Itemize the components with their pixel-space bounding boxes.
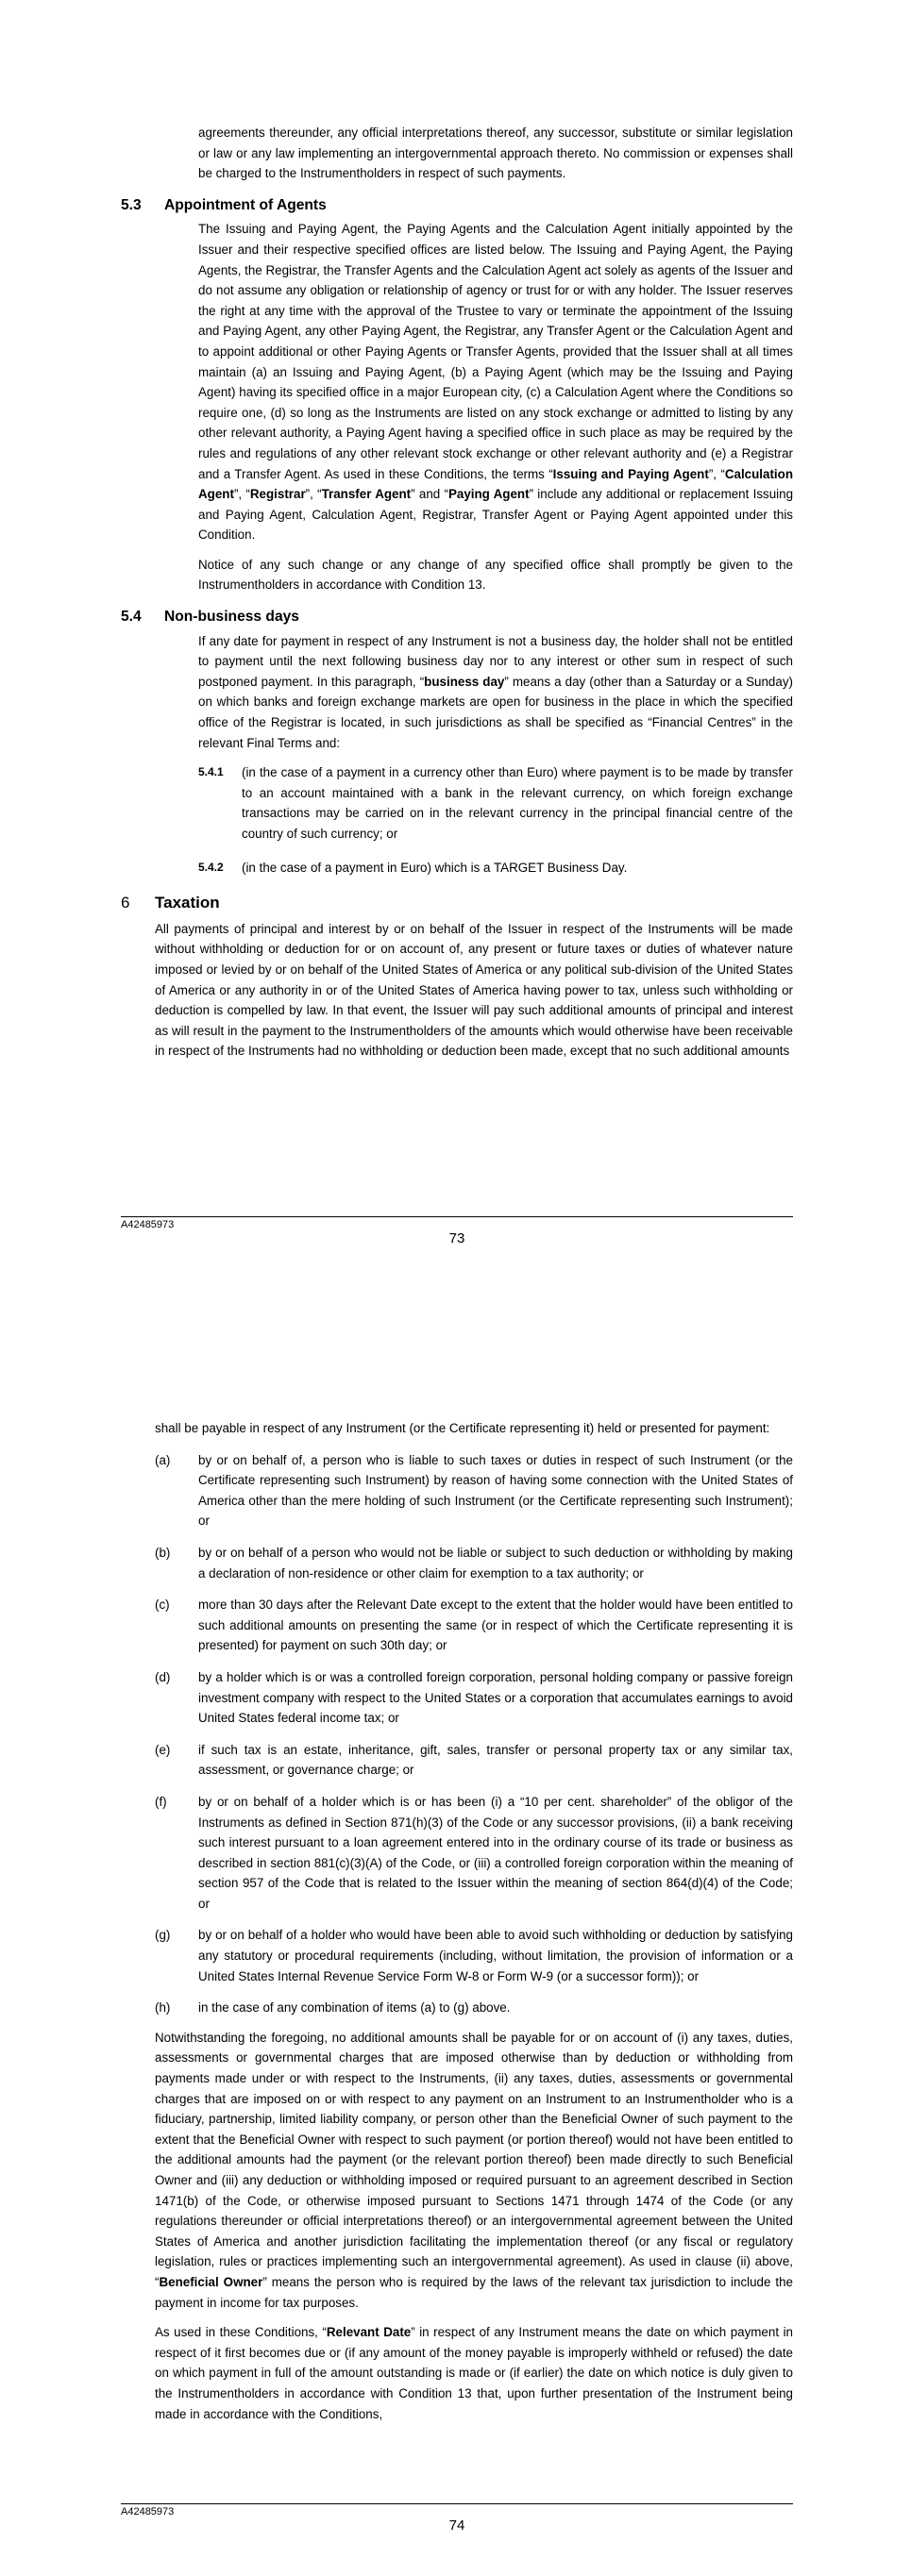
notice-paragraph: Notice of any such change or any change of any specified office shall promptly be given to the Instrumentholders in accordance with Condition 13. xyxy=(198,557,793,593)
section-title: Appointment of Agents xyxy=(164,196,327,213)
item-text: by a holder which is or was a controlled foreign corporation, personal holding company or passive foreign investment company with respect to the United States or a corporation that accumulates earnings to avoid United States federal income tax; or xyxy=(198,1669,793,1726)
text-run: Notwithstanding the foregoing, no additional amounts shall be payable for or on account of (i) any taxes, duties, assessments or governmental charges that are imposed otherwise than by deduction or withholding from payments made under or with respect to the Instruments, (ii) any taxes, duties, assessments or governmental charges that are imposed on or with respect to any payment on an Instrument to an Instrumentholder who is a fiduciary, partnership, limited liability company, or person other than the Beneficial Owner of such payment to the extent that the Beneficial Owner with respect to such payment (or portion thereof) would not have been entitled to the additional amounts had the payment (or the relevant portion thereof) been made directly to such Beneficial Owner and (iii) any deduction or withholding imposed or required pursuant to an agreement described in Section 1471(b) of the Code, or otherwise imposed pursuant to Sections 1471 through 1474 of the Code (or any regulations thereunder or official interpretations thereof) or an intergovernmental agreement between the United States of America and another jurisdiction facilitating the implementation thereof (or any fiscal or regulatory legislation, rules or practices implementing such an intergovernmental agreement). As used in clause (ii) above, “ xyxy=(155,2030,793,2289)
item-text: more than 30 days after the Relevant Date except to the extent that the holder would have been entitled to such additional amounts on presenting the same (or in respect of which the Certificate representing it is presented) for payment on such 30th day; or xyxy=(198,1597,793,1653)
item-label: (f) xyxy=(155,1794,167,1809)
item-text: by or on behalf of, a person who is liable to such taxes or duties in respect of such Instrument (or the Certificate representing such Instrument) by reason of having some connection with the United States of America other than the mere holding of such Instrument (or the Certificate representing such Instrument); or xyxy=(198,1452,793,1529)
exception-item-e xyxy=(155,1740,793,1781)
text-run: ” include any additional or replacement Issuing and Paying Agent, Calculation Agent, Registrar, Transfer Agent or Paying Agent appointed under this Condition. xyxy=(198,487,794,543)
item-label: (e) xyxy=(155,1742,171,1757)
page-number: 74 xyxy=(448,2517,465,2534)
subclause-5-4-1 xyxy=(198,762,793,844)
exception-item-f xyxy=(155,1792,793,1915)
page-74 xyxy=(0,1288,911,2576)
section-6-heading xyxy=(121,893,793,913)
subclause-text: (in the case of a payment in a currency other than Euro) where payment is to be made by transfer to an account maintained with a bank in the relevant currency, on which foreign exchange transactions may be carried on in the relevant currency in the principal financial centre of the country of such currency; or xyxy=(242,765,793,841)
footer-rule xyxy=(121,2503,793,2504)
item-label: (a) xyxy=(155,1452,171,1467)
relevant-date-paragraph xyxy=(155,2322,793,2424)
footer-rule xyxy=(121,1216,793,1217)
continuation-paragraph: agreements thereunder, any official interpretations thereof, any successor, substitute or similar legislation or law or any law implementing an intergovernmental approach thereto. No commission or expenses shall be charged to the Instrumentholders in respect of such payments. xyxy=(198,125,793,181)
text-run: ”, “ xyxy=(708,466,725,481)
page-footer xyxy=(121,2503,793,2534)
section-title: Taxation xyxy=(155,894,220,912)
defined-term: business day xyxy=(424,674,505,689)
item-text: by or on behalf of a holder who would have been able to avoid such withholding or deduction by satisfying any statutory or procedural requirements (including, without limitation, the provision of information or a United States Internal Revenue Service Form W-8 or Form W-9 (or a successor form)); or xyxy=(198,1928,793,1983)
section-number: 6 xyxy=(121,894,130,912)
defined-term: Registrar xyxy=(249,487,306,502)
document-reference: A42485973 xyxy=(121,1219,175,1230)
continuation-paragraph: shall be payable in respect of any Instrument (or the Certificate representing it) held or presented for payment: xyxy=(155,1421,770,1435)
defined-term: Relevant Date xyxy=(326,2325,412,2340)
item-label: (d) xyxy=(155,1669,171,1684)
item-text: if such tax is an estate, inheritance, gift, sales, transfer or personal property tax or any similar tax, assessment, or governance charge; or xyxy=(198,1742,793,1778)
section-5-3-heading xyxy=(87,195,793,216)
item-text: by or on behalf of a holder which is or has been (i) a “10 per cent. shareholder” of the obligor of the Instruments as defined in Section 871(h)(3) of the Code or any successor provisions, (ii) a bank receiving such interest pursuant to a loan agreement entered into in the ordinary course of its trade or business as described in section 881(c)(3)(A) of the Code, or (iii) a controlled foreign corporation within the meaning of section 957 of the Code that is related to the Issuer within the meaning of section 864(d)(4) of the Code; or xyxy=(198,1794,793,1911)
business-day-paragraph xyxy=(198,631,793,754)
defined-term: Calculation Agent xyxy=(198,466,794,502)
defined-term: Paying Agent xyxy=(447,487,530,502)
exception-item-h xyxy=(155,1998,793,2018)
page-74-content xyxy=(121,1418,793,2424)
item-text: in the case of any combination of items (a) to (g) above. xyxy=(198,2000,511,2016)
text-run: ” and “ xyxy=(411,487,448,502)
subclause-number: 5.4.2 xyxy=(198,860,224,874)
document-reference: A42485973 xyxy=(121,2506,175,2517)
text-run: ”, “ xyxy=(305,487,322,502)
exception-item-b xyxy=(155,1543,793,1583)
item-label: (b) xyxy=(155,1545,171,1560)
exception-item-a xyxy=(155,1450,793,1531)
text-run: As used in these Conditions, “ xyxy=(155,2325,327,2340)
section-number: 5.4 xyxy=(121,609,142,626)
defined-term: Beneficial Owner xyxy=(159,2274,263,2289)
taxation-paragraph: All payments of principal and interest by or on behalf of the Issuer in respect of the Instruments will be made without withholding or deduction for or on account of, any present or future taxes or duties of whatever nature imposed or levied by or on behalf of the United States of America or any political sub-division of the United States of America or any authority in or of the United States of America having power to tax, unless such withholding or deduction is compelled by law. In that event, the Issuer will pay such additional amounts of principal and interest as will result in the payment to the Instrumentholders of the amounts which would otherwise have been receivable in respect of the Instruments had no withholding or deduction been made, except that no such additional amounts xyxy=(155,921,793,1059)
subclause-number: 5.4.1 xyxy=(198,765,224,779)
item-text: by or on behalf of a person who would not be liable or subject to such deduction or withholding by making a declaration of non-residence or other claim for exemption to a tax authority; or xyxy=(198,1545,793,1581)
text-run: If any date for payment in respect of any Instrument is not a business day, the holder shall not be entitled to payment until the next following business day nor to any interest or other sum in respect of such postponed payment. In this paragraph, “ xyxy=(198,633,793,689)
section-title: Non-business days xyxy=(164,609,299,626)
section-number: 5.3 xyxy=(121,196,142,213)
subclause-5-4-2 xyxy=(198,858,793,878)
text-run: ” means a day (other than a Saturday or a Sunday) on which banks and foreign exchange markets are open for business in the place in which the specified office of the Registrar is located, in such jurisdictions as shall be specified as “Financial Centres” in the relevant Final Terms and: xyxy=(198,674,793,750)
page-footer xyxy=(121,1216,793,1246)
appointment-paragraph xyxy=(198,219,793,545)
exception-item-d xyxy=(155,1667,793,1729)
text-run: ”, “ xyxy=(233,487,250,502)
subclause-text: (in the case of a payment in Euro) which is a TARGET Business Day. xyxy=(242,860,628,875)
text-run: ” means the person who is required by the laws of the relevant tax jurisdiction to include the payment in income for tax purposes. xyxy=(155,2274,793,2310)
section-5-4-heading xyxy=(87,607,793,627)
notwithstanding-paragraph xyxy=(155,2028,793,2313)
defined-term: Transfer Agent xyxy=(321,487,412,502)
item-label: (c) xyxy=(155,1597,170,1613)
page-number: 73 xyxy=(448,1230,465,1246)
item-label: (g) xyxy=(155,1928,171,1943)
text-run: The Issuing and Paying Agent, the Paying Agents and the Calculation Agent initially appointed by the Issuer and their respective specified offices are listed below. The Issuing and Paying Agent, the Paying Agents, the Registrar, the Transfer Agents and the Calculation Agent act solely as agents of the Issuer and do not assume any obligation or relationship of agency or trust for or with any holder. The Issuer reserves the right at any time with the approval of the Trustee to vary or terminate the appointment of the Issuing and Paying Agent, any other Paying Agent, the Registrar, any Transfer Agent or the Calculation Agent and to appoint additional or other Paying Agents or Transfer Agents, provided that the Issuer shall at all times maintain (a) an Issuing and Paying Agent, (b) a Paying Agent (which may be the Issuing and Paying Agent) having its specified office in a major European city, (c) a Calculation Agent where the Conditions so require one, (d) so long as the Instruments are listed on any stock exchange or admitted to listing by any other relevant authority, a Paying Agent having a specified office in such place as may be required by the rules and regulations of any other relevant stock exchange or other relevant authority and (e) a Registrar and a Transfer Agent. As used in these Conditions, the terms “ xyxy=(198,222,793,481)
exception-item-c xyxy=(155,1595,793,1656)
exception-item-g xyxy=(155,1925,793,1986)
defined-term: Issuing and Paying Agent xyxy=(552,466,709,481)
text-run: ” in respect of any Instrument means the date on which payment in respect of it first becomes due or (if any amount of the money payable is improperly withheld or refused) the date on which payment in full of the amount outstanding is made or (if earlier) the date on which notice is duly given to the Instrumentholders in accordance with Condition 13 that, upon further presentation of the Instrument being made in accordance with the Conditions, xyxy=(155,2325,793,2421)
item-label: (h) xyxy=(155,2000,171,2016)
page-73-content xyxy=(121,123,793,1062)
